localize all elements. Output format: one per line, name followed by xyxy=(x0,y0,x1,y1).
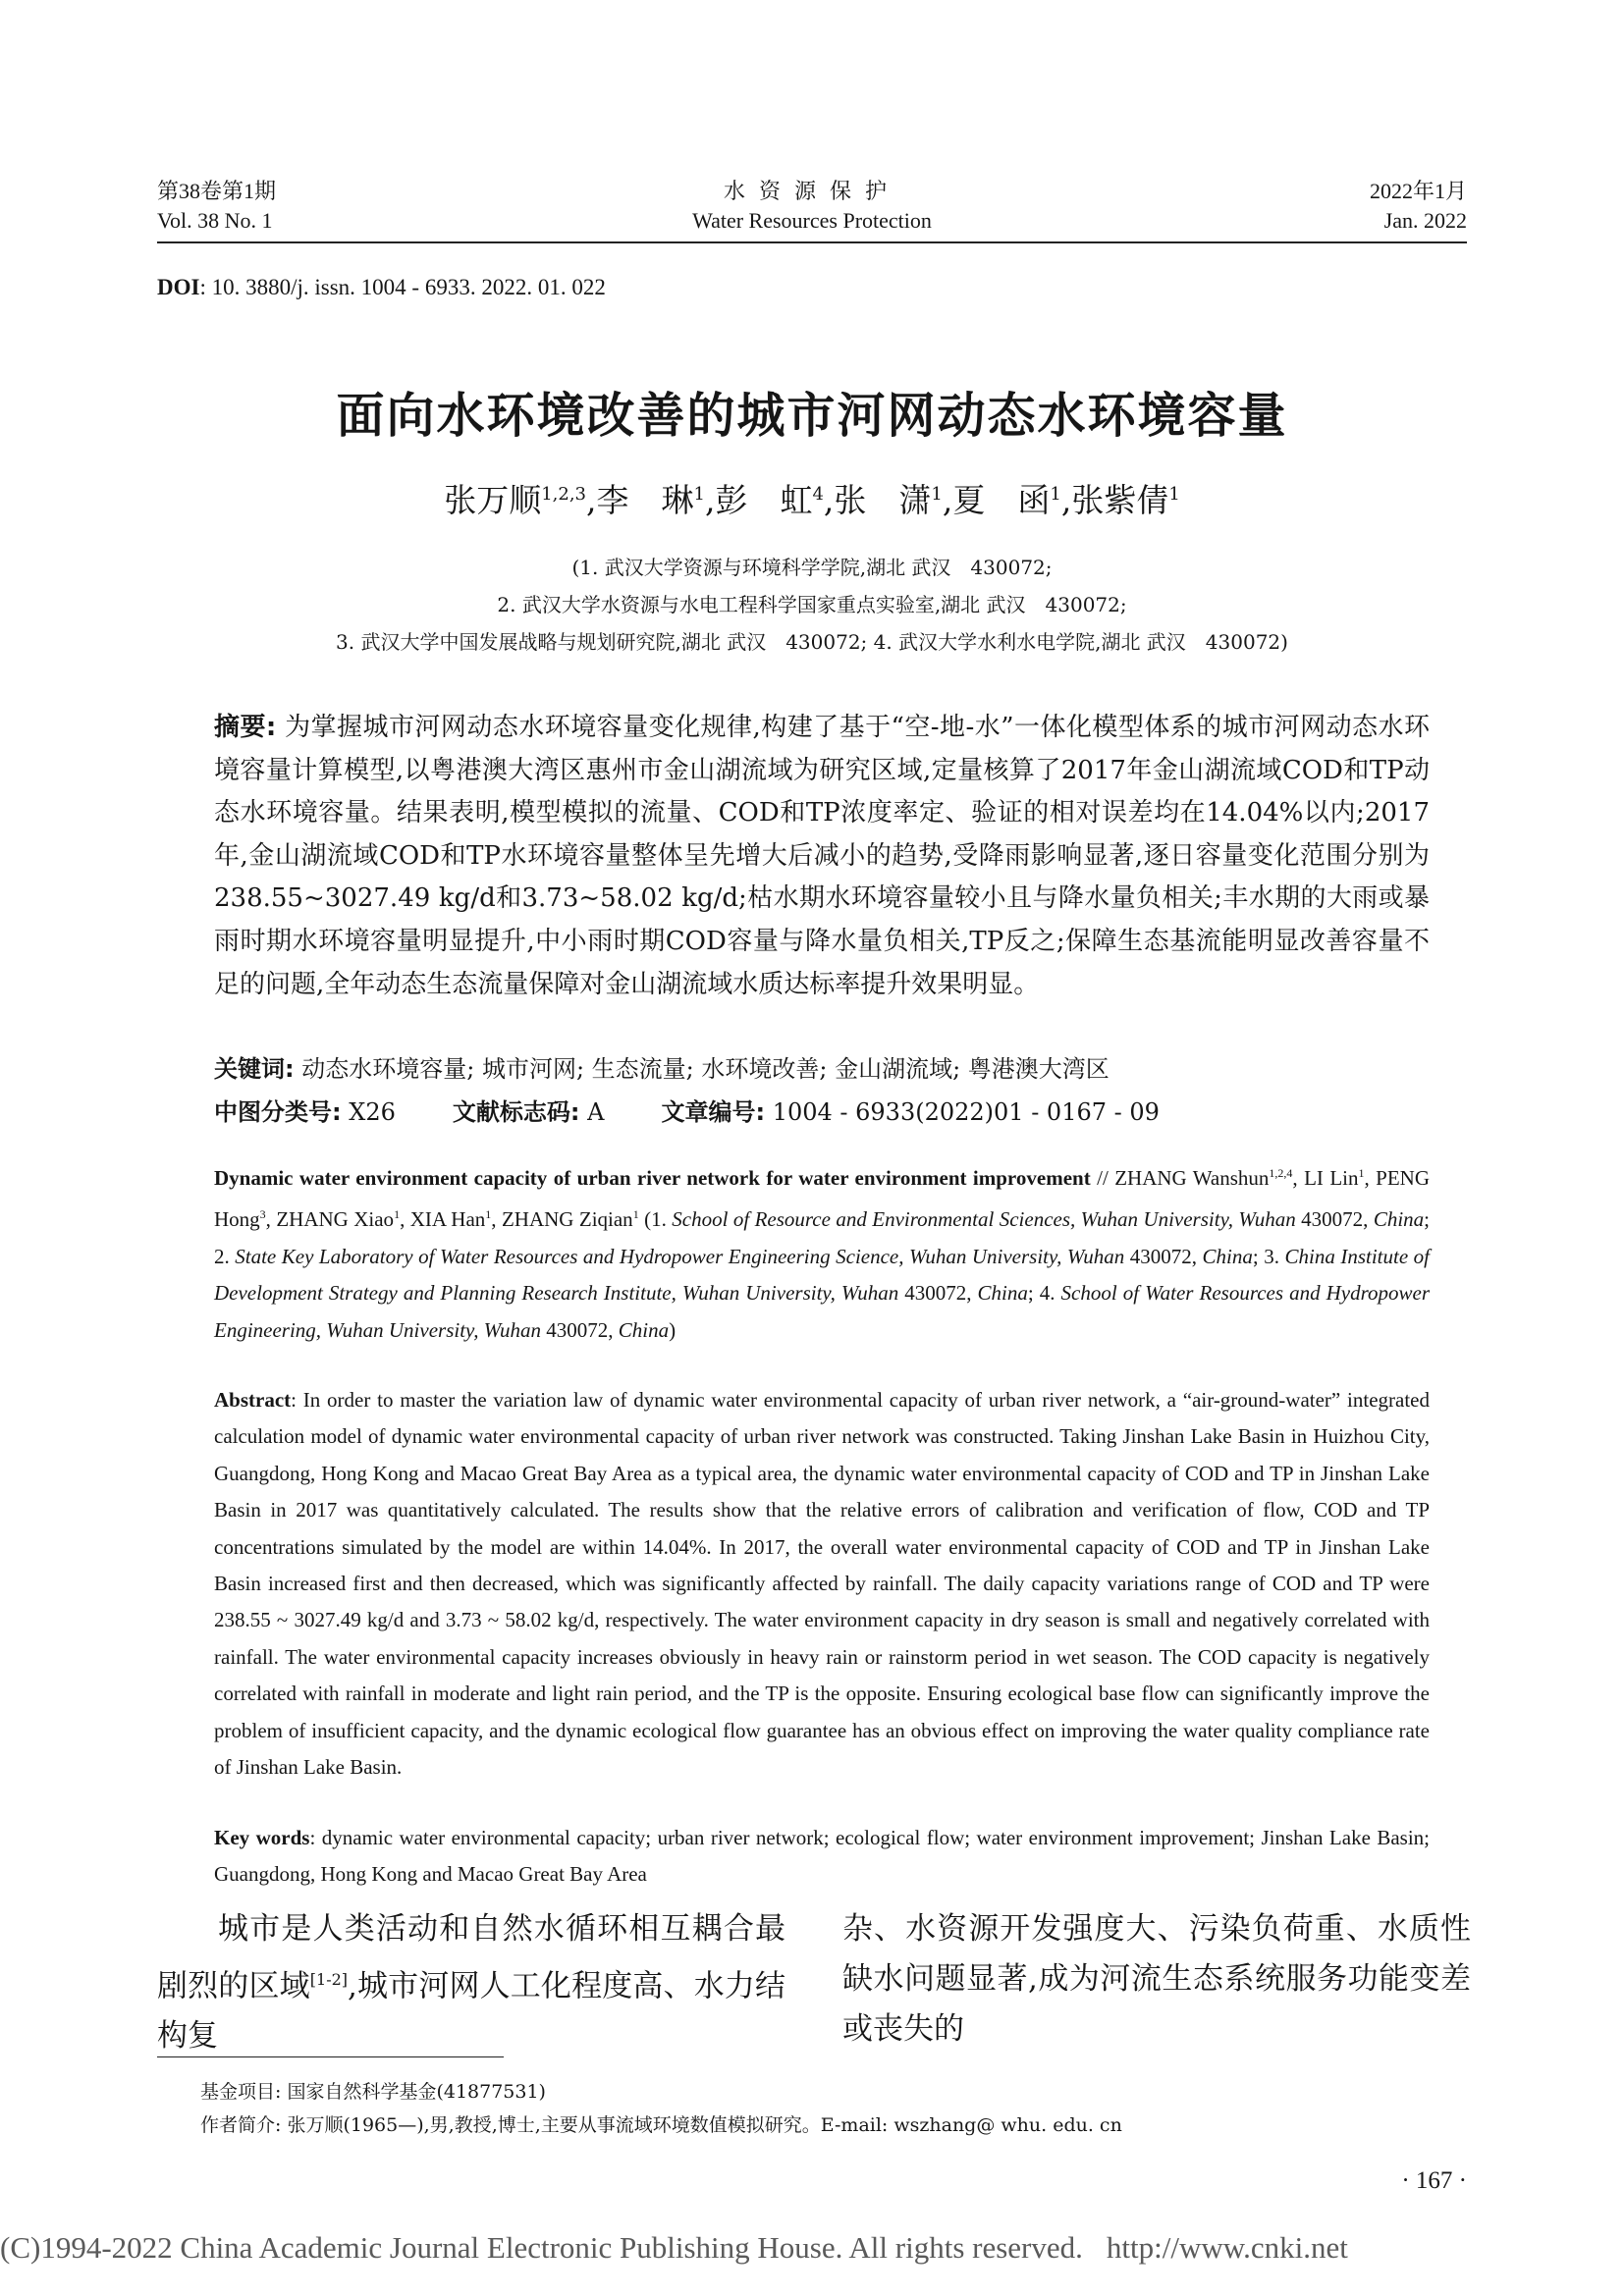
author-sup: 4 xyxy=(812,484,824,505)
en-affiliation: China Institute of Development Strategy and Planning Research Institute, Wuhan University, Wuhan xyxy=(214,1244,1431,1306)
en-abstract-label: Abstract xyxy=(214,1388,292,1412)
keywords-text: 动态水环境容量; 城市河网; 生态流量; 水环境改善; 金山湖流域; 粤港澳大湾区 xyxy=(294,1055,1110,1083)
separator: // xyxy=(1090,1166,1115,1190)
date-en: Jan. 2022 xyxy=(1383,208,1467,233)
clc-value: X26 xyxy=(341,1098,396,1126)
citation: [1-2] xyxy=(309,1970,349,1989)
affil-number: ; 3. xyxy=(1252,1244,1285,1268)
author-sup: 1 xyxy=(1050,484,1061,505)
header-divider xyxy=(157,241,1467,243)
en-author-sup: 1 xyxy=(632,1207,639,1222)
date-cn: 2022年1月 xyxy=(1369,179,1467,203)
en-keywords-label: Key words xyxy=(214,1826,310,1849)
en-country: China xyxy=(1202,1244,1253,1268)
body-column-right: 杂、水资源开发强度大、污染负荷重、水质性缺水问题显著,成为河流生态系统服务功能变差或丧失的 xyxy=(842,1911,1471,2047)
en-keywords-text: : dynamic water environmental capacity; urban river network; ecological flow; water environment improvement; Jinshan Lake Basin; Guangdong, Hong Kong and Macao Great Bay Area xyxy=(214,1826,1431,1887)
affil-open: (1. xyxy=(638,1207,673,1232)
chinese-keywords xyxy=(214,1051,1430,1087)
author-sup: 1 xyxy=(931,484,943,505)
english-title-block xyxy=(214,1155,1430,1349)
author: 张 潇 xyxy=(834,481,932,519)
en-country: China xyxy=(1373,1207,1425,1232)
en-affiliation: School of Resource and Environmental Sciences, Wuhan University, Wuhan xyxy=(672,1207,1296,1232)
doi-value: : 10. 3880/j. issn. 1004 - 6933. 2022. 01. 022 xyxy=(199,275,606,299)
body-text: ,城市河网人工化程度高、水力结构复 xyxy=(157,1968,785,2055)
body-column-left xyxy=(157,1904,785,2061)
affiliation-line: 2. 武汉大学水资源与水电工程科学国家重点实验室,湖北 武汉 430072; xyxy=(497,593,1127,616)
affiliation-line: (1. 武汉大学资源与环境科学学院,湖北 武汉 430072; xyxy=(571,556,1053,579)
classification-line xyxy=(214,1095,1430,1130)
author: 彭 虹 xyxy=(715,481,813,519)
en-affiliation: School of Water Resources and Hydropower Engineering, Wuhan University, Wuhan xyxy=(214,1281,1430,1342)
en-author-sup: 1,2,4 xyxy=(1269,1166,1293,1180)
en-author: , ZHANG Ziqian xyxy=(491,1207,633,1232)
chinese-abstract xyxy=(214,707,1430,1006)
en-author: , PENG Hong xyxy=(214,1166,1430,1232)
english-abstract xyxy=(214,1382,1430,1786)
author-sup: 1 xyxy=(1168,484,1180,505)
abstract-label: 摘要: xyxy=(214,713,277,742)
affil-number: ; 4. xyxy=(1027,1281,1061,1306)
copyright-text: (C)1994-2022 China Academic Journal Electronic Publishing House. All rights reserved. xyxy=(0,2230,1083,2265)
en-author-sup: 3 xyxy=(259,1207,266,1222)
issue-cn: 第38卷第1期 xyxy=(157,179,277,203)
author-sup: 1,2,3 xyxy=(541,484,587,505)
en-abstract-text: : In order to master the variation law of dynamic water environmental capacity of urban river network, a “air-ground-water” integrated calculation model of dynamic water environmental capacity of urban river network was constructed. Taking Jinshan Lake Basin in Huizhou City, Guangdong, Hong Kong and Macao Great Bay Area as a typical area, the dynamic water environmental capacity of COD and TP in Jinshan Lake Basin in 2017 was quantitatively calculated. The results show that the relative errors of calibration and verification of flow, COD and TP concentrations simulated by the model are within 14.04%. In 2017, the overall water environmental capacity of COD and TP in Jinshan Lake Basin increased first and then decreased, which was significantly affected by rainfall. The daily capacity variations range of COD and TP were 238.55 ~ 3027.49 kg/d and 3.73 ~ 58.02 kg/d, respectively. The water environment capacity in dry season is small and negatively correlated with rainfall. The water environmental capacity increases obviously in heavy rain or rainstorm period in wet season. The COD capacity is negatively correlated with rainfall in moderate and light rain period, and the TP is the opposite. Ensuring ecological base flow can significantly improve the problem of insufficient capacity, and the dynamic ecological flow guarantee has an obvious effect on improving the water quality compliance rate of Jinshan Lake Basin. xyxy=(214,1388,1430,1780)
issue-en: Vol. 38 No. 1 xyxy=(157,208,273,233)
paper-title: 面向水环境改善的城市河网动态水环境容量 xyxy=(336,388,1288,444)
en-postcode: 430072, xyxy=(1295,1207,1374,1232)
doc-code-value: A xyxy=(579,1098,605,1126)
en-author-sup: 1 xyxy=(394,1207,401,1222)
footnote-funding: 基金项目: 国家自然科学基金(41877531) xyxy=(200,2081,546,2103)
journal-name-cn: 水资源保护 xyxy=(723,179,900,203)
en-postcode: 430072, xyxy=(541,1317,619,1342)
footnote-author: 作者简介: 张万顺(1965—),男,教授,博士,主要从事流域环境数值模拟研究。E-mail: wszhang@ whu. edu. cn xyxy=(200,2114,1122,2136)
keywords-label: 关键词: xyxy=(214,1055,295,1083)
en-author: ZHANG Wanshun xyxy=(1114,1166,1270,1190)
doi-line xyxy=(157,275,606,300)
english-title: Dynamic water environment capacity of urban river network for water environment improvement xyxy=(214,1166,1091,1190)
doc-code-label: 文献标志码: xyxy=(452,1098,580,1126)
en-postcode: 430072, xyxy=(898,1281,978,1306)
en-country: China xyxy=(977,1281,1028,1306)
author: 张万顺 xyxy=(444,481,542,519)
author-list: 张万顺$^{1,2,3}$,李 琳$^1$,彭 虹$^4$,张 潇$^1$,夏 函$^1$,张紫倩$^1$ xyxy=(444,481,1180,519)
en-affiliation: State Key Laboratory of Water Resources and Hydropower Engineering Science, Wuhan University, Wuhan xyxy=(235,1244,1125,1268)
en-author: , LI Lin xyxy=(1292,1166,1359,1190)
abstract-text: 为掌握城市河网动态水环境容量变化规律,构建了基于“空-地-水”一体化模型体系的城市河网动态水环境容量计算模型,以粤港澳大湾区惠州市金山湖流域为研究区域,定量核算了2017年金山湖流域COD和TP动态水环境容量。结果表明,模型模拟的流量、COD和TP浓度率定、验证的相对误差均在14.04%以内;2017年,金山湖流域COD和TP水环境容量整体呈先增大后减小的趋势,受降雨影响显著,逐日容量变化范围分别为238.55~3027.49 kg/d和3.73~58.02 kg/d;枯水期水环境容量较小且与降水量负相关;丰水期的大雨或暴雨时期水环境容量明显提升,中小雨时期COD容量与降水量负相关,TP反之;保障生态基流能明显改善容量不足的问题,全年动态生态流量保障对金山湖流域水质达标率提升效果明显。 xyxy=(214,713,1430,999)
author: 李 琳 xyxy=(596,481,694,519)
affil-number: ; 2. xyxy=(214,1207,1430,1268)
article-number-value: 1004 - 6933(2022)01 - 0167 - 09 xyxy=(765,1098,1160,1126)
body-text: 城市是人类活动和自然水循环相互耦合最剧烈的区域 xyxy=(157,1911,785,2004)
journal-name-en: Water Resources Protection xyxy=(692,208,932,233)
en-postcode: 430072, xyxy=(1124,1244,1203,1268)
copyright-line xyxy=(0,2230,1348,2266)
copyright-url[interactable]: http://www.cnki.net xyxy=(1106,2230,1348,2265)
affil-close: ) xyxy=(669,1317,677,1342)
affiliation-line: 3. 武汉大学中国发展战略与规划研究院,湖北 武汉 430072; 4. 武汉大学水利水电学院,湖北 武汉 430072) xyxy=(336,630,1288,654)
clc-label: 中图分类号: xyxy=(214,1098,342,1126)
en-author: , ZHANG Xiao xyxy=(265,1207,395,1232)
doi-label: DOI xyxy=(157,275,200,299)
en-author: , XIA Han xyxy=(400,1207,486,1232)
page-number: · 167 · xyxy=(1401,2167,1467,2194)
journal-date xyxy=(1370,177,1467,236)
author: 张紫倩 xyxy=(1071,481,1169,519)
en-author-sup: 1 xyxy=(485,1207,492,1222)
en-author-sup: 1 xyxy=(1358,1166,1365,1180)
author: 夏 函 xyxy=(952,481,1051,519)
en-country: China xyxy=(618,1317,670,1342)
article-number-label: 文章编号: xyxy=(661,1098,766,1126)
author-sup: 1 xyxy=(693,484,705,505)
footnote-divider xyxy=(157,2056,504,2057)
english-keywords xyxy=(214,1820,1430,1894)
